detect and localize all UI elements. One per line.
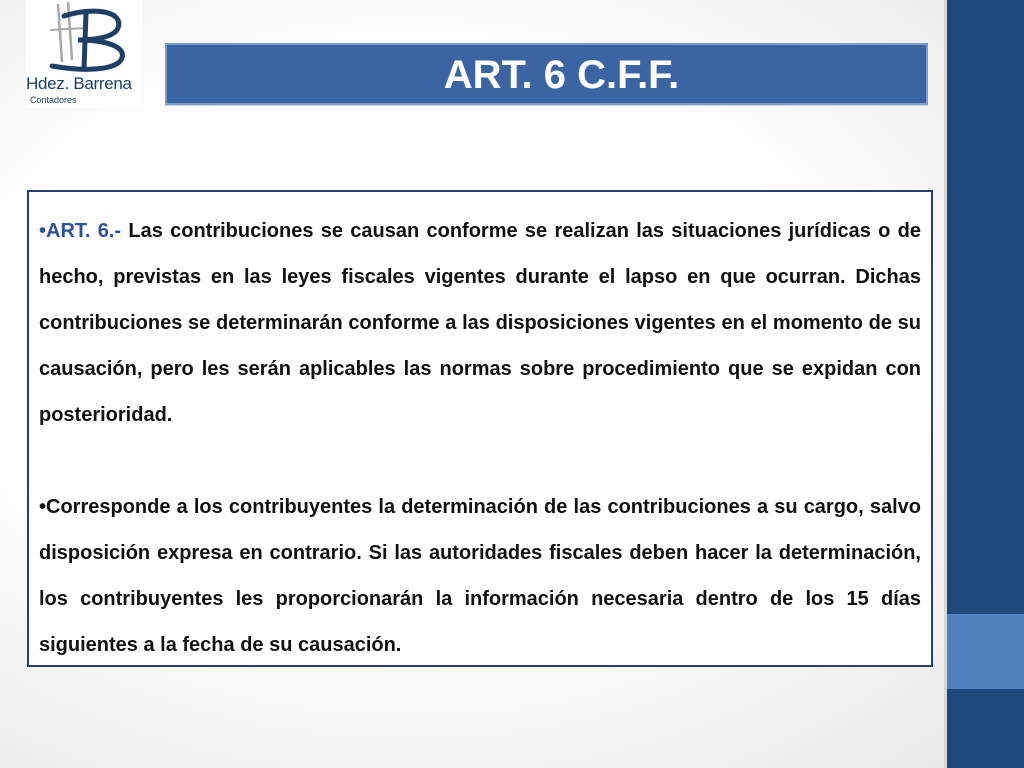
- content-box: [27, 190, 933, 667]
- logo-monogram-icon: [26, 0, 142, 80]
- right-band-accent: [947, 614, 1024, 689]
- bullet-marker: •: [39, 220, 47, 242]
- logo-company-name: Hdez. Barrena: [26, 74, 132, 93]
- title-bar: [165, 43, 928, 105]
- bullet-marker: •: [39, 496, 47, 518]
- page-title: ART. 6 C.F.F.: [443, 53, 680, 97]
- company-logo: [26, 0, 142, 108]
- paragraph-text: Corresponde a los contribuyentes la determinación de las contribuciones a su cargo, salvo disposición expresa en contrario. Si las autoridades fiscales deben hacer la determinación, los contribuyentes les proporcionarán la información necesaria dentro de los 15 días siguientes a la fecha de su causación.: [39, 496, 921, 656]
- paragraph-text: Las contribuciones se causan conforme se realizan las situaciones jurídicas o de hecho, previstas en las leyes fiscales vigentes durante el lapso en que ocurran. Dichas contribuciones se determinarán conforme a las disposiciones vigentes en el momento de su causación, pero les serán aplicables las normas sobre procedimiento que se expidan con posterioridad.: [39, 220, 922, 426]
- logo-company-subtitle: Contadores: [30, 95, 77, 105]
- article-reference: ART. 6.-: [46, 220, 122, 242]
- paragraph-determination: [39, 484, 921, 668]
- paragraph-article-6: [39, 208, 921, 438]
